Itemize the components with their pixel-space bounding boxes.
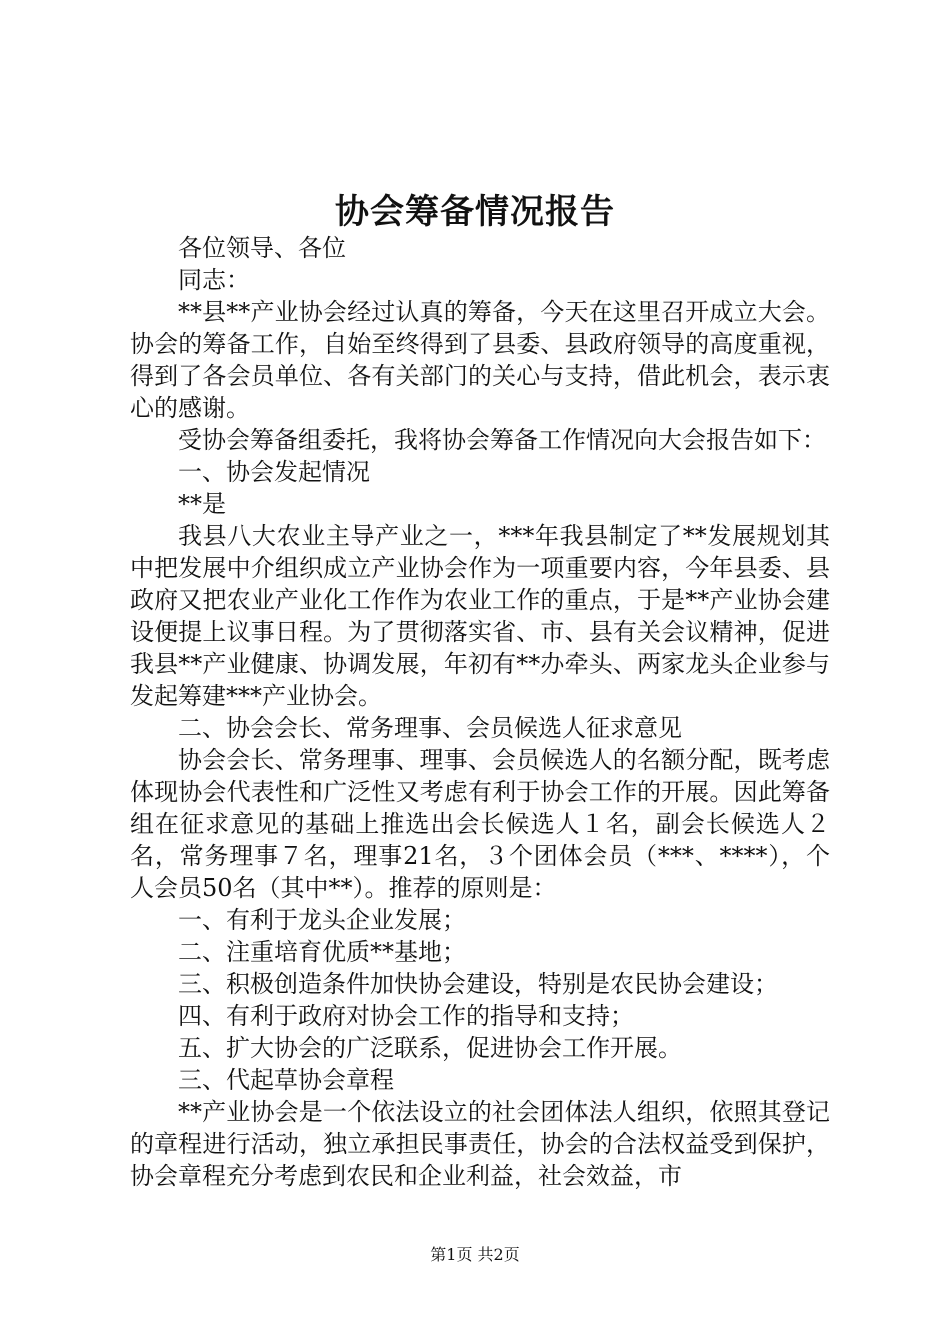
paragraph: 协会会长、常务理事、理事、会员候选人的名额分配，既考虑体现协会代表性和广泛性又考虑有利于协会工作的开展。因此筹备组在征求意见的基础上推选出会长候选人１名，副会长候选人２名，常务理事７名，理事21名，３个团体会员（***、****），个人会员50名（其中**）。推荐的原则是： <box>130 746 830 902</box>
paragraph: 受协会筹备组委托，我将协会筹备工作情况向大会报告如下： <box>178 426 826 454</box>
list-item: 四、有利于政府对协会工作的指导和支持； <box>178 1002 634 1030</box>
list-item: 二、注重培育优质**基地； <box>178 938 466 966</box>
list-item: 五、扩大协会的广泛联系，促进协会工作开展。 <box>178 1034 682 1062</box>
list-item: 一、有利于龙头企业发展； <box>178 906 466 934</box>
section-heading: 二、协会会长、常务理事、会员候选人征求意见 <box>178 714 682 742</box>
section-heading: 一、协会发起情况 <box>178 458 370 486</box>
salutation-line-1: 各位领导、各位 <box>178 234 346 262</box>
document-body <box>130 232 830 1192</box>
paragraph: **产业协会是一个依法设立的社会团体法人组织，依照其登记的章程进行活动，独立承担民事责任，协会的合法权益受到保护，协会章程充分考虑到农民和企业利益，社会效益，市 <box>130 1098 830 1190</box>
paragraph: 我县八大农业主导产业之一，***年我县制定了**发展规划其中把发展中介组织成立产业协会作为一项重要内容，今年县委、县政府又把农业产业化工作作为农业工作的重点，于是**产业协会建设便提上议事日程。为了贯彻落实省、市、县有关会议精神，促进我县**产业健康、协调发展，年初有**办牵头、两家龙头企业参与发起筹建***产业协会。 <box>130 522 830 710</box>
section-heading: 三、代起草协会章程 <box>178 1066 394 1094</box>
page-footer: 第1页 共2页 <box>430 1245 520 1264</box>
list-item: 三、积极创造条件加快协会建设，特别是农民协会建设； <box>178 970 778 998</box>
paragraph: **县**产业协会经过认真的筹备，今天在这里召开成立大会。协会的筹备工作，自始至终得到了县委、县政府领导的高度重视，得到了各会员单位、各有关部门的关心与支持，借此机会，表示衷心的感谢。 <box>130 298 830 422</box>
paragraph: **是 <box>178 490 226 518</box>
salutation-line-2: 同志： <box>178 266 250 294</box>
document-title: 协会筹备情况报告 <box>335 192 615 232</box>
